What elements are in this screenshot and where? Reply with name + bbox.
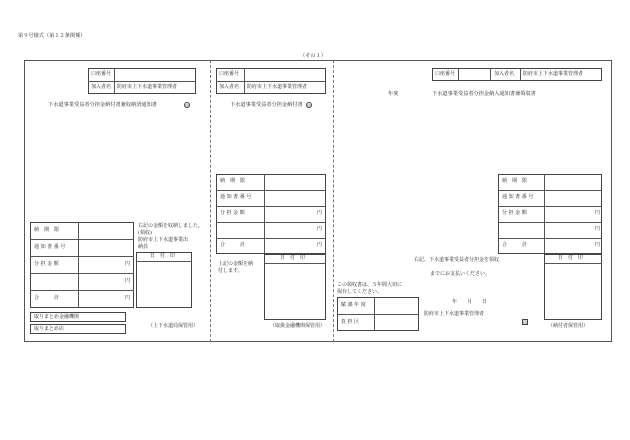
part1-subscriber-label: 加入者名 [91,84,112,90]
part3-year-label: 年度 [388,91,399,97]
part3-seal-icon: 印 [523,320,527,325]
part1-yen-1: 円 [125,261,131,267]
part2-pay-line1: 上記の金額を納 [218,261,254,267]
part2-footer: （取扱金融機関保管用） [270,323,326,329]
part1-receipt-line4: 納員 [138,244,149,250]
part3-subscriber-label: 加入者名 [494,71,515,77]
part3-row-total: 合 計 [502,242,528,248]
part3-row-due: 納 期 限 [502,178,528,184]
part2-subscriber-label: 加入者名 [219,84,240,90]
part3-until-text: までにお支払いください。 [430,271,491,277]
part1-footer: （上下水道局保管用） [148,323,199,329]
part3-yen-1: 円 [595,210,601,216]
part2-account-label: 口座番号 [219,71,240,77]
part1-receipt-line1: 右記の金額を収納しました。 [138,223,204,229]
part2-pay-line2: 付します。 [218,268,243,274]
part3-date-text: 年 月 日 [452,299,488,305]
part2-date-stamp: 日 付 印 [280,255,306,261]
part2-row-notice-no: 通 知 書 番 号 [220,194,252,200]
part1-row-due: 納 期 限 [34,227,60,233]
part3-burden-label: 負 担 区 [341,319,360,325]
part2-row-due: 納 期 限 [220,178,246,184]
part1-yen-2: 円 [125,278,131,284]
part3-footer: （納付者保管用） [548,323,589,329]
part1-notice-title: 下水道事業受益者分担金納付書兼収納済通知書 [48,102,157,108]
part3-keep-line2: 保存してください。 [337,289,383,295]
part2-subscriber-name: 防府市上下水道事業管理者 [247,84,308,90]
part1-date-stamp: 日 付 印 [150,253,176,259]
part1-receipt-line2: (領収) [138,230,152,236]
part3-date-stamp: 日 付 印 [558,255,584,261]
perforation-1 [210,60,211,342]
part3-yen-3: 円 [595,242,601,248]
part3-row-amount: 分 担 金 額 [502,210,527,216]
part3-subscriber-name: 防府市上下水道事業管理者 [523,71,584,77]
part2-yen-1: 円 [317,210,323,216]
part3-date-stamp-box [544,254,602,320]
part2-title: 下水道事業受益者分担金納付書 [230,102,303,108]
part3-received-text: 右記、下水道事業受益者分担金を領収 [414,257,500,263]
form-number: 第９号様式（第１２条関係） [18,33,86,39]
part1-bank-label: 取りまとめ金融機関 [34,314,80,320]
part3-yen-2: 円 [595,226,601,232]
part1-subscriber-name: 防府市上下水道事業管理者 [117,84,178,90]
part3-keep-line1: この領収書は、５年間大切に [337,282,403,288]
part2-row-amount: 分 担 金 額 [220,210,245,216]
part2-row-total: 合 計 [220,242,246,248]
part1-yen-3: 円 [125,295,131,301]
page-marker: （その１） [300,53,326,59]
part3-row-notice-no: 通 知 書 番 号 [502,194,534,200]
part2-seal-icon: 印 [307,104,311,108]
part1-branch-label: 取りまとめ店 [34,326,65,332]
part1-row-notice-no: 通 知 書 番 号 [34,244,66,250]
part3-manager: 防府市上下水道事業管理者 [424,311,485,317]
part3-account-label: 口座番号 [435,71,456,77]
part3-tax-year-label: 賦 課 年 度 [341,302,366,308]
part1-row-amount: 分 担 金 額 [34,261,59,267]
part1-row-total: 合 計 [34,295,60,301]
part1-seal-icon: 印 [185,104,189,108]
part2-date-stamp-box [264,254,326,320]
part1-receipt-line3: 防府市上下水道事業出 [138,237,189,243]
part1-account-label: 口座番号 [91,71,112,77]
part2-yen-2: 円 [317,226,323,232]
part3-title: 下水道事業受益者分担金納入通知書兼領収書 [432,91,536,97]
part2-yen-3: 円 [317,242,323,248]
perforation-2 [333,60,334,342]
